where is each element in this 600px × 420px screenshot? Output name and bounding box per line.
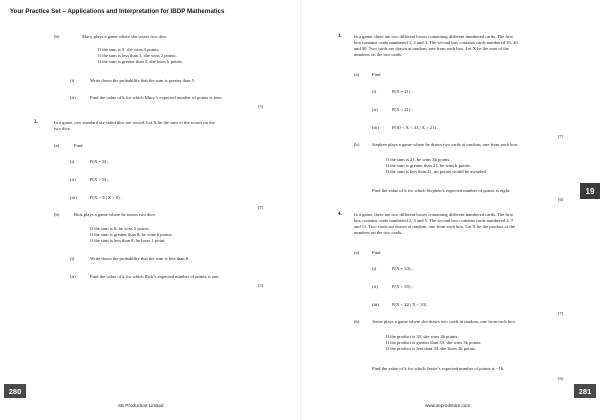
q4a-text: Find <box>372 250 381 255</box>
q3-number: 3. <box>338 34 342 39</box>
q3b-label: (b) <box>354 142 360 147</box>
q2-intro-line-2: two dice. <box>54 126 71 131</box>
q3a-ii-text: P(X > 21) ; <box>392 107 413 112</box>
q3a-iii-label: (iii) <box>372 125 379 130</box>
q4b-rule-1: If the product is 33, she wins 4k points. <box>386 334 459 339</box>
q2-number: 2. <box>34 120 38 125</box>
q4a-ii-text: P(X > 35) ; <box>392 284 413 289</box>
q4a-mark: [7] <box>558 311 564 316</box>
q1b-i-text: Write down the probability that the sum is greater than 5. <box>90 78 196 83</box>
q1b-intro: Macy plays a game where she tosses two dice. <box>82 34 168 39</box>
q3a-iii-text: P(30 < X < 33 | X > 21) . <box>392 125 439 130</box>
q4b-find: Find the value of k for which Jessie’s expected number of points is −16. <box>372 366 505 371</box>
q1b-rule-2: If the sum is less than 5, she wins 2 points. <box>98 53 177 58</box>
q2b-rule-3: If the sum is less than 8, he loses 1 point. <box>90 238 166 243</box>
q3b-text: Stephen plays a game where he draws two cards at random, one from each box. <box>372 142 519 147</box>
q2b-label: (b) <box>54 212 60 217</box>
footer-website: www.seprodstore.com <box>425 403 471 408</box>
q4a-i-text: P(X = 33) ; <box>392 266 413 271</box>
q4-intro-line-2: box contains cards numbered 2, 3 and 5. The second box contains cards numbered 2, 7 <box>354 218 514 223</box>
q4b-mark: [6] <box>558 376 564 381</box>
q3a-i-text: P(X = 21) ; <box>392 89 413 94</box>
q4b-label: (b) <box>354 319 360 324</box>
q2b-text: Rick plays a game where he tosses two dice. <box>74 212 156 217</box>
q1b-rule-3: If the sum is greater than 5, she loses k points. <box>98 59 183 64</box>
q4a-i-label: (i) <box>372 266 377 271</box>
running-header-title: Your Practice Set – Applications and Interpretation for IBDP Mathematics <box>10 8 225 15</box>
q3-intro-line-1: In a game, there are two different boxes containing different numbered cards. The first <box>354 34 513 39</box>
page-number-left: 280 <box>4 384 26 398</box>
q1b-mark: [5] <box>258 104 264 109</box>
q4-number: 4. <box>338 212 342 217</box>
q4a-iii-label: (iii) <box>372 302 379 307</box>
q4-intro-line-1: In a game, there are two different boxes containing different numbered cards. The first <box>354 212 513 217</box>
q2b-rule-1: If the sum is 8, he wins 5 points. <box>90 226 150 231</box>
q4b-text: Jessie plays a game where she draws two cards at random, one from each box. <box>372 319 516 324</box>
q2a-iii-label: (iii) <box>70 195 77 200</box>
footer-publisher: SE Production Limited <box>118 403 164 408</box>
q2a-text: Find <box>74 143 83 148</box>
q2a-label: (a) <box>54 143 60 148</box>
q1b-i-label: (i) <box>70 78 75 83</box>
q1b-rule-1: If the sum is 5, she wins 3 points. <box>98 47 160 52</box>
q2b-i-text: Write down the probability that the sum is less than 8. <box>90 256 190 261</box>
q4a-iii-text: P(X < 22 | X < 33) . <box>392 302 429 307</box>
q2a-iii-text: P(X > 9 | X > 8) . <box>90 195 123 200</box>
q3-intro-line-4: numbers on the two cards. <box>354 52 403 57</box>
q4b-rule-2: If the product is greater than 33, she wins 3k points. <box>386 340 482 345</box>
q4a-label: (a) <box>354 250 360 255</box>
q2b-ii-label: (ii) <box>70 274 76 279</box>
q3b-mark: [6] <box>558 197 564 202</box>
q1b-label: (b) <box>54 34 60 39</box>
q3a-i-label: (i) <box>372 89 377 94</box>
q3-intro-line-2: box contains cards numbered 1, 2 and 3. The second box contains cards numbered 10, 20 <box>354 40 518 45</box>
q2b-ii-text: Find the value of k for which Rick’s expected number of points is one. <box>90 274 220 279</box>
q3b-rule-2: If the sum is greater than 21, he wins k points. <box>386 163 471 168</box>
q2b-rule-2: If the sum is greater than 8, he wins k points. <box>90 232 173 237</box>
q4-intro-line-4: numbers on the two cards. <box>354 230 403 235</box>
q2a-ii-text: P(X > 8) ; <box>90 177 109 182</box>
q3a-label: (a) <box>354 72 360 77</box>
q2a-i-text: P(X = 8) ; <box>90 159 109 164</box>
q2a-mark: [7] <box>258 205 264 210</box>
q3b-rule-1: If the sum is 21, he wins 3k points. <box>386 157 451 162</box>
q2a-ii-label: (ii) <box>70 177 76 182</box>
page-number-right: 281 <box>574 384 596 398</box>
q4b-rule-3: If the product is less than 33, she loses 2k points. <box>386 346 477 351</box>
q4-intro-line-3: and 11. Two cards are drawn at random, one from each box. Let X be the product of the <box>354 224 516 229</box>
q2b-mark: [5] <box>258 283 264 288</box>
q2a-i-label: (i) <box>70 159 75 164</box>
q3b-rule-3: If the sum is less than 21, no points would be awarded. <box>386 169 487 174</box>
page-gutter <box>300 0 301 420</box>
q1b-ii-text: Find the value of k for which Macy’s expected number of points is zero. <box>90 95 223 100</box>
q3b-find: Find the value of k for which Stephen’s expected number of points is eight. <box>372 188 511 193</box>
q3a-ii-label: (ii) <box>372 107 378 112</box>
q3a-mark: [7] <box>558 134 564 139</box>
q2b-i-label: (i) <box>70 256 75 261</box>
q1b-ii-label: (ii) <box>70 95 76 100</box>
q4a-ii-label: (ii) <box>372 284 378 289</box>
q3a-text: Find <box>372 72 381 77</box>
chapter-tab: 19 <box>580 183 600 199</box>
q2-intro-line-1: In a game, two standard six-sided dice are tossed. Let X be the sum of the scores on the <box>54 120 215 125</box>
q3-intro-line-3: and 30. Two cards are drawn at random, one from each box. Let X be the sum of the <box>354 46 509 51</box>
